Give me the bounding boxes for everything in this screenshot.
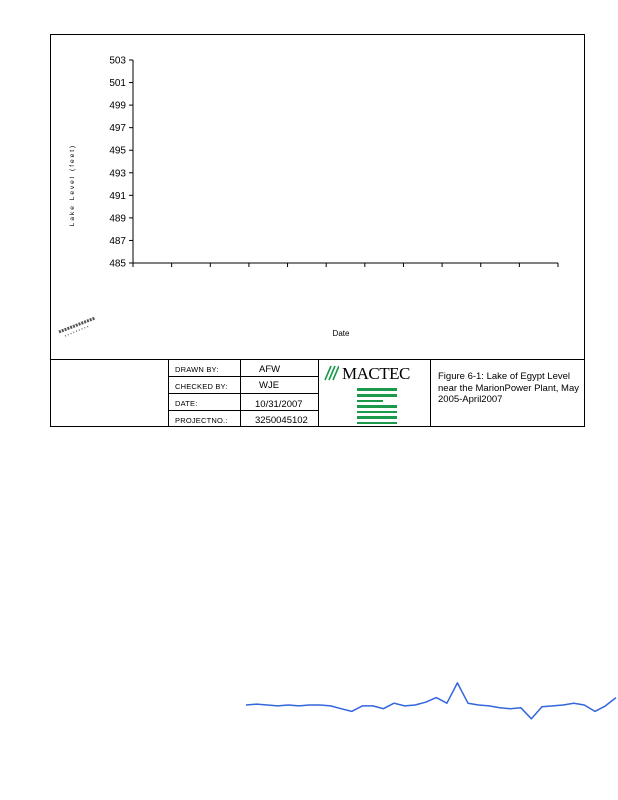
y-tick-label: 495 bbox=[109, 145, 126, 157]
checked-by-value: WJE bbox=[259, 380, 280, 391]
y-axis bbox=[109, 56, 133, 270]
date-value: 10/31/2007 bbox=[255, 399, 303, 410]
stray-tick-labels-smudge bbox=[59, 318, 95, 336]
y-axis-label: Lake Level (feet) bbox=[69, 143, 76, 227]
y-tick-label: 497 bbox=[109, 123, 126, 135]
y-tick-label: 485 bbox=[109, 258, 126, 270]
project-no-label: PROJECTNO.: bbox=[175, 416, 228, 425]
x-axis bbox=[133, 263, 558, 267]
y-tick-label: 489 bbox=[109, 213, 126, 225]
y-tick-label: 493 bbox=[109, 168, 126, 180]
company-name: MACTEC bbox=[342, 364, 410, 383]
checked-by-label: CHECKED BY: bbox=[175, 382, 228, 391]
y-tick-label: 487 bbox=[109, 235, 126, 247]
drawn-by-label: DRAWN BY: bbox=[175, 365, 219, 374]
mactec-logo-icon bbox=[323, 365, 339, 381]
chart-area bbox=[51, 35, 584, 360]
y-tick-label: 501 bbox=[109, 78, 126, 90]
date-label: DATE: bbox=[175, 399, 198, 408]
company-seal-icon bbox=[357, 388, 397, 426]
series-line-lake-level bbox=[246, 683, 616, 719]
title-block bbox=[50, 359, 585, 427]
y-tick-label: 491 bbox=[109, 190, 126, 202]
figure-caption: Figure 6-1: Lake of Egypt Level near the MarionPower Plant, May 2005-April2007 bbox=[438, 371, 579, 405]
drawn-by-value: AFW bbox=[259, 364, 281, 375]
x-axis-label: Date bbox=[332, 329, 350, 338]
project-no-value: 3250045102 bbox=[255, 415, 308, 426]
y-tick-label: 503 bbox=[109, 55, 126, 67]
y-tick-label: 499 bbox=[109, 100, 126, 112]
